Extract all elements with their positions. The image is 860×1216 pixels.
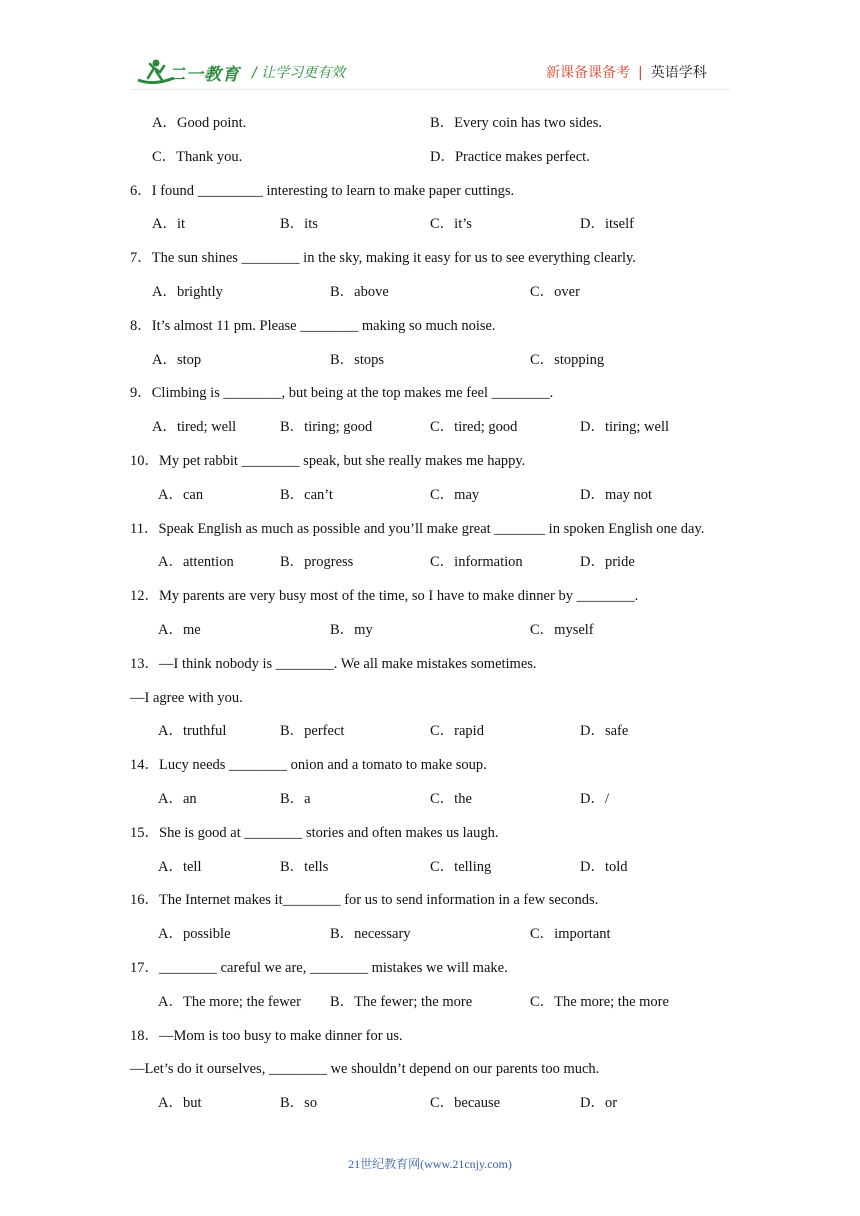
answer-option: B．so xyxy=(280,1095,318,1112)
question-stem: 11．Speak English as much as possible and you’ll make great _______ in spoken English one day. xyxy=(130,520,705,537)
answer-option: A．truthful xyxy=(158,723,227,740)
answer-option: D．or xyxy=(580,1095,618,1112)
header-divider xyxy=(130,89,730,90)
answer-option: B．tiring; good xyxy=(280,419,373,436)
question-stem: 15．She is good at ________ stories and often makes us laugh. xyxy=(130,824,499,841)
answer-option: A．tell xyxy=(158,858,202,875)
brand-name: 二一教育 xyxy=(168,65,240,85)
answer-option: B．a xyxy=(280,791,311,807)
question-stem: 12．My parents are very busy most of the time, so I have to make dinner by ________. xyxy=(130,588,639,605)
answer-option: D．itself xyxy=(580,216,634,233)
answer-option: D．Practice makes perfect. xyxy=(430,148,590,165)
answer-option: B．above xyxy=(330,284,389,300)
answer-option: A．can xyxy=(158,486,204,503)
question-stem: 16．The Internet makes it________ for us to send information in a few seconds. xyxy=(130,892,599,909)
answer-option: C．over xyxy=(530,284,580,300)
answer-option: B．tells xyxy=(280,858,329,875)
answer-option: C．the xyxy=(430,791,472,807)
category-label: 新课备课备考 xyxy=(546,65,630,81)
answer-option: B．my xyxy=(330,622,373,638)
question-stem: 9．Climbing is ________, but being at the top makes me feel ________. xyxy=(130,385,554,402)
answer-option: D．safe xyxy=(580,723,629,740)
answer-option: D．/ xyxy=(580,791,609,807)
page-footer: 21世纪教育网(www.21cnjy.com) xyxy=(348,1157,512,1171)
answer-option: A．tired; well xyxy=(152,419,237,436)
question-stem: 8．It’s almost 11 pm. Please ________ making so much noise. xyxy=(130,317,496,334)
answer-option: D．may not xyxy=(580,486,653,503)
answer-option: C．The more; the more xyxy=(530,993,669,1010)
question-stem: 17．________ careful we are, ________ mistakes we will make. xyxy=(130,960,508,976)
answer-option: B．its xyxy=(280,216,318,233)
subject-label: 英语学科 xyxy=(650,65,707,81)
answer-option: B．necessary xyxy=(330,926,411,943)
question-stem: 18．—Mom is too busy to make dinner for us. xyxy=(130,1027,403,1044)
question-stem: 14．Lucy needs ________ onion and a tomato to make soup. xyxy=(130,757,487,774)
answer-option: C．rapid xyxy=(430,723,484,740)
answer-option: D．pride xyxy=(580,554,635,571)
answer-option: B．stops xyxy=(330,351,384,368)
question-stem: 7．The sun shines ________ in the sky, making it easy for us to see everything clearly. xyxy=(130,250,636,267)
answer-option: A．brightly xyxy=(152,284,223,300)
answer-option: C．it’s xyxy=(430,216,472,233)
answer-option: C．information xyxy=(430,554,523,571)
answer-option: C．myself xyxy=(530,622,594,638)
answer-option: C．tired; good xyxy=(430,419,518,436)
answer-option: A．me xyxy=(158,622,201,638)
question-stem: 13．—I think nobody is ________. We all make mistakes sometimes. xyxy=(130,655,537,672)
answer-option: D．tiring; well xyxy=(580,419,670,436)
answer-option: D．told xyxy=(580,858,628,875)
answer-option: C．important xyxy=(530,926,611,943)
answer-option: B．perfect xyxy=(280,723,345,740)
answer-option: B．The fewer; the more xyxy=(330,993,473,1010)
answer-option: C．telling xyxy=(430,858,492,875)
answer-option: A．stop xyxy=(152,351,202,368)
answer-option: A．possible xyxy=(158,926,231,943)
answer-option: A．an xyxy=(158,791,197,807)
slogan: / 让学习更有效 xyxy=(252,65,346,81)
answer-option: C．Thank you. xyxy=(152,148,243,165)
answer-option: B．can’t xyxy=(280,486,333,503)
question-stem-line: —I agree with you. xyxy=(130,689,243,706)
answer-option: C．may xyxy=(430,486,480,503)
answer-option: C．because xyxy=(430,1095,501,1112)
answer-option: A．The more; the fewer xyxy=(158,993,301,1010)
question-stem: 10．My pet rabbit ________ speak, but she really makes me happy. xyxy=(130,453,526,469)
header-right xyxy=(546,62,707,82)
answer-option: A．Good point. xyxy=(152,115,247,131)
question-stem: 6．I found _________ interesting to learn to make paper cuttings. xyxy=(130,182,515,199)
question-stem-line: —Let’s do it ourselves, ________ we shouldn’t depend on our parents too much. xyxy=(130,1061,600,1078)
answer-option: A．it xyxy=(152,216,186,233)
answer-option: C．stopping xyxy=(530,351,605,368)
answer-option: B．Every coin has two sides. xyxy=(430,115,602,131)
answer-option: A．but xyxy=(158,1095,202,1112)
page-header xyxy=(0,0,860,100)
answer-option: A．attention xyxy=(158,554,234,571)
answer-option: B．progress xyxy=(280,554,354,571)
header-separator: | xyxy=(638,65,643,81)
